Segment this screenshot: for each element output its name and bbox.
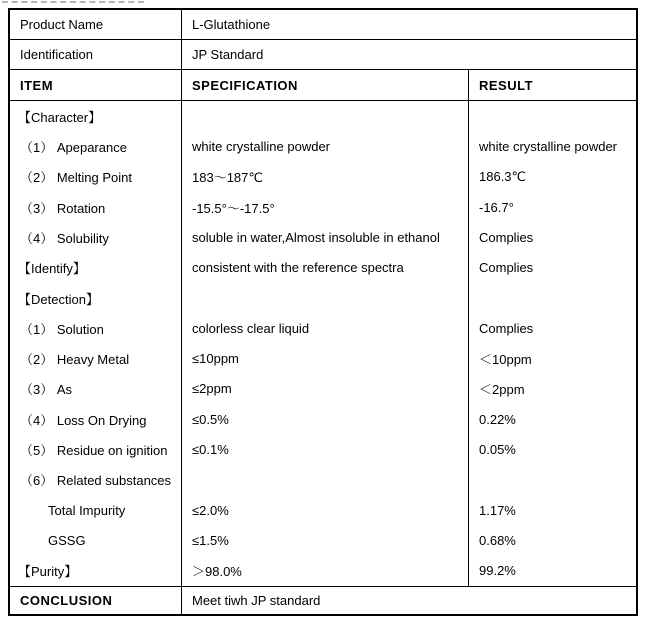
item-cell: （6） Related substances: [10, 465, 182, 495]
table-row: [10, 162, 636, 192]
specification-cell: ≤1.5%: [182, 525, 469, 555]
table-row: [10, 344, 636, 374]
identification-value: JP Standard: [192, 47, 264, 62]
product-name-row: [10, 10, 636, 40]
specification-cell: colorless clear liquid: [182, 313, 469, 343]
table-row: [10, 313, 636, 343]
identification-row: [10, 40, 636, 70]
specification-column-header: SPECIFICATION: [182, 70, 469, 100]
item-cell: （1） Solution: [10, 313, 182, 343]
specification-cell: [182, 101, 469, 131]
result-cell: Complies: [479, 320, 534, 336]
result-cell: ＜10ppm: [479, 352, 532, 368]
specification-cell: ≤0.5%: [182, 404, 469, 434]
result-cell: Complies: [479, 229, 534, 245]
conclusion-row: [10, 587, 636, 614]
table-row: [10, 434, 636, 464]
table-row: [10, 495, 636, 525]
result-cell: [469, 465, 636, 495]
product-name-value: L-Glutathione: [192, 17, 271, 32]
item-cell: （2） Melting Point: [10, 162, 182, 192]
specification-cell: white crystalline powder: [182, 131, 469, 161]
item-cell: 【Purity】: [10, 556, 182, 586]
result-cell: 0.22%: [479, 411, 516, 427]
result-cell: 0.05%: [479, 442, 516, 458]
specification-cell: [182, 283, 469, 313]
item-cell: 【Character】: [10, 101, 182, 131]
result-cell: 99.2%: [479, 563, 516, 579]
specification-cell: ≤2ppm: [182, 374, 469, 404]
body-rows: [10, 101, 636, 587]
item-cell: （4） Solubility: [10, 222, 182, 252]
table-row: [10, 283, 636, 313]
coa-table: [8, 8, 638, 616]
table-row: [10, 374, 636, 404]
result-cell: Complies: [479, 260, 534, 276]
result-cell: ＜2ppm: [479, 382, 525, 398]
item-cell: 【Identify】: [10, 253, 182, 283]
table-row: [10, 131, 636, 161]
item-cell: （5） Residue on ignition: [10, 434, 182, 464]
item-cell: （3） Rotation: [10, 192, 182, 222]
result-cell: -16.7°: [479, 199, 514, 215]
product-name-label: Product Name: [10, 10, 182, 39]
result-cell: 1.17%: [479, 502, 516, 518]
item-cell: GSSG: [10, 525, 182, 555]
specification-cell: ＞98.0%: [182, 556, 469, 586]
result-cell: [469, 283, 636, 313]
table-row: [10, 404, 636, 434]
result-column-header: RESULT: [479, 77, 534, 93]
table-header-row: [10, 70, 636, 101]
specification-cell: soluble in water,Almost insoluble in ethanol: [182, 222, 469, 252]
table-row: [10, 222, 636, 252]
specification-cell: 183～187℃: [182, 162, 469, 192]
result-cell: [469, 101, 636, 131]
specification-cell: ≤10ppm: [182, 344, 469, 374]
item-cell: （2） Heavy Metal: [10, 344, 182, 374]
specification-cell: ≤0.1%: [182, 434, 469, 464]
table-row: [10, 192, 636, 222]
specification-cell: ≤2.0%: [182, 495, 469, 525]
specification-cell: consistent with the reference spectra: [182, 253, 469, 283]
result-cell: 0.68%: [479, 533, 516, 549]
result-cell: 186.3℃: [479, 168, 527, 184]
specification-cell: [182, 465, 469, 495]
table-row: [10, 101, 636, 131]
item-cell: （1） Apeparance: [10, 131, 182, 161]
item-cell: 【Detection】: [10, 283, 182, 313]
table-row: [10, 465, 636, 495]
table-row: [10, 253, 636, 283]
conclusion-label: CONCLUSION: [10, 587, 182, 614]
item-cell: （4） Loss On Drying: [10, 404, 182, 434]
specification-cell: -15.5°～-17.5°: [182, 192, 469, 222]
item-cell: Total Impurity: [10, 495, 182, 525]
table-row: [10, 525, 636, 555]
identification-label: Identification: [10, 40, 182, 69]
scan-artifact-line: [2, 1, 144, 3]
table-row: [10, 556, 636, 586]
result-cell: white crystalline powder: [479, 138, 618, 154]
item-cell: （3） As: [10, 374, 182, 404]
conclusion-value: Meet tiwh JP standard: [192, 593, 321, 608]
item-column-header: ITEM: [10, 70, 182, 100]
